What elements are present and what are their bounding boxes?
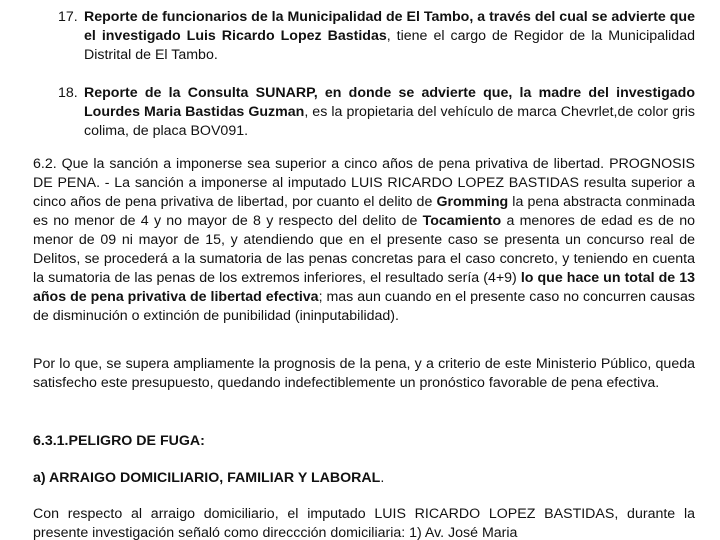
final-paragraph: Con respecto al arraigo domiciliario, el imputado LUIS RICARDO LOPEZ BASTIDAS, durante la presente investigación señaló como direccción domiciliaria: 1) Av. José Maria bbox=[33, 506, 695, 540]
paragraph-text: ; mas aun cuando en el presente caso no concurren causas de disminución o extinción de punibilidad (ininputabilidad). bbox=[33, 289, 695, 324]
subsection-heading-text: a) ARRAIGO DOMICILIARIO, FAMILIAR Y LABORAL bbox=[33, 470, 381, 486]
emphasis-tocamiento: Tocamiento bbox=[422, 213, 502, 229]
subsection-heading-a bbox=[33, 469, 384, 488]
paragraph-text: 6.2. Que la sanción a imponerse sea superior a cinco años de pena privativa de libertad. PROGNOSIS DE PENA. - La sanción a imponerse al imputado LUIS RICARDO LOPEZ BASTIDAS resulta superior a cinco años de pena privativa de libertad, por cuanto el delito de bbox=[33, 156, 695, 210]
list-item-18 bbox=[58, 84, 695, 141]
list-item-body bbox=[84, 84, 695, 141]
list-item-number: 18. bbox=[58, 85, 78, 101]
emphasis-total-pena: lo que hace un total de 13 años de pena privativa de libertad efectiva bbox=[33, 270, 696, 305]
list-item-bold-text: Reporte de la Consulta SUNARP, en donde se advierte que, la madre del investigado Lourdes Maria Bastidas Guzman bbox=[84, 85, 695, 120]
section-6-2-paragraph bbox=[33, 155, 695, 326]
emphasis-gromming: Gromming bbox=[436, 194, 509, 210]
conclusion-paragraph: Por lo que, se supera ampliamente la prognosis de la pena, y a criterio de este Ministerio Público, queda satisfecho este presupuesto, quedando indefectiblemente un pronóstico favorable de pena efectiva. bbox=[33, 356, 695, 391]
list-item-17 bbox=[58, 8, 695, 65]
list-item-text: , tiene el cargo de Regidor de la Municipalidad Distrital de El Tambo. bbox=[84, 28, 695, 63]
section-heading-6-3-1: 6.3.1.PELIGRO DE FUGA: bbox=[33, 433, 205, 449]
list-item-text: , es la propietaria del vehículo de marca Chevrlet,de color gris colima, de placa BOV091. bbox=[84, 104, 696, 139]
list-item-body bbox=[84, 8, 695, 65]
list-item-bold-text: Reporte de funcionarios de la Municipalidad de El Tambo, a través del cual se advierte que el investigado Luis Ricardo Lopez Bastidas bbox=[84, 9, 695, 44]
list-item-number: 17. bbox=[58, 9, 78, 25]
subsection-heading-suffix: . bbox=[380, 470, 385, 486]
paragraph-text: a menores de edad es de no menor de 09 ni mayor de 15, y atendiendo que en el presente caso se presenta un concurso real de Delitos, se procederá a la sumatoria de las penas concretas para el caso concreto, y teniendo en cuenta la sumatoria de las penas de los extremos inferiores, el resultado sería (4+9) bbox=[33, 213, 695, 286]
paragraph-text: la pena abstracta conminada es no menor de 4 y no mayor de 8 y respecto del delito de bbox=[33, 194, 695, 229]
